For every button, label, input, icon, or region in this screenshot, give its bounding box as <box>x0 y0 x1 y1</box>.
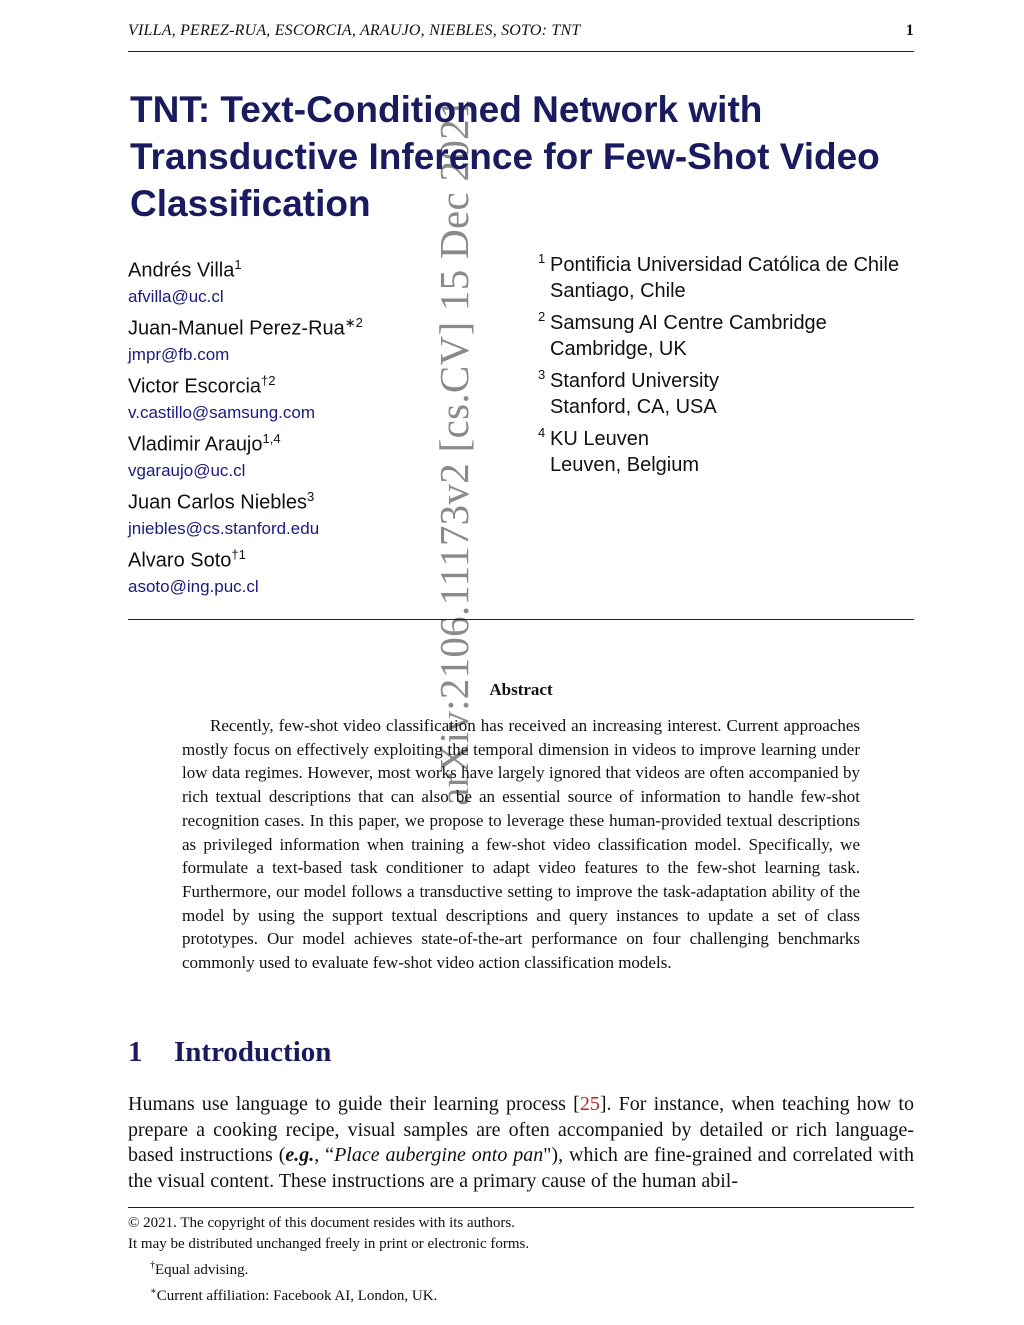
author-email-link[interactable]: vgaraujo@uc.cl <box>128 460 246 480</box>
affiliation-location: Santiago, Chile <box>550 280 686 302</box>
author-entry <box>128 310 528 368</box>
author-affil-mark: 3 <box>306 489 315 504</box>
intro-paragraph <box>128 1092 914 1194</box>
author-email-link[interactable]: jniebles@cs.stanford.edu <box>128 518 320 538</box>
affiliation-entry <box>538 368 928 426</box>
affiliation-location: Leuven, Belgium <box>550 454 699 476</box>
equal-advising-text: Equal advising. <box>155 1262 249 1278</box>
author-affil-mark: 1,4 <box>262 431 281 446</box>
author-list <box>128 252 528 600</box>
title-line: Classification <box>130 183 371 224</box>
affiliation-list <box>538 252 928 484</box>
current-affiliation-text: Current affiliation: Facebook AI, London, UK. <box>156 1288 438 1304</box>
author-affil-mark: †1 <box>231 547 246 562</box>
author-entry <box>128 368 528 426</box>
affiliation-number: 1 <box>538 251 546 266</box>
section-heading <box>128 1036 331 1069</box>
author-name: Victor Escorcia <box>128 375 262 398</box>
intro-text: , “ <box>314 1144 335 1166</box>
running-head-authors: VILLA, PEREZ-RUA, ESCORCIA, ARAUJO, NIEBLES, SOTO: TNT <box>128 22 581 39</box>
header-rule <box>128 51 914 52</box>
intro-text: Humans use language to guide their learning process [ <box>128 1093 580 1115</box>
affiliation-name: Samsung AI Centre Cambridge <box>550 312 827 334</box>
author-affil-mark: ∗2 <box>344 315 363 330</box>
author-email-link[interactable]: afvilla@uc.cl <box>128 286 224 306</box>
author-name: Alvaro Soto <box>128 549 232 572</box>
author-affil-mark: †2 <box>261 373 276 388</box>
intro-text: "), which are fine-grained and correlated with the visual content. These instructions are a primary cause of the human abil- <box>128 1144 914 1192</box>
dagger-mark: † <box>150 1260 155 1271</box>
affiliation-number: 2 <box>538 309 546 324</box>
distribution-note: It may be distributed unchanged freely in print or electronic forms. <box>128 1236 530 1252</box>
section-title: Introduction <box>174 1036 332 1068</box>
page-number: 1 <box>905 22 914 39</box>
author-entry <box>128 484 528 542</box>
author-entry <box>128 426 528 484</box>
author-email-link[interactable]: v.castillo@samsung.com <box>128 402 315 422</box>
running-header <box>128 22 914 46</box>
affiliation-location: Cambridge, UK <box>550 338 687 360</box>
footnotes <box>128 1213 914 1307</box>
title-line: Transductive Inference for Few-Shot Video <box>130 136 880 177</box>
title-line: TNT: Text-Conditioned Network with <box>130 89 763 130</box>
affiliation-name: Stanford University <box>550 370 719 392</box>
footnote-rule <box>128 1207 914 1208</box>
citation-link[interactable]: 25 <box>579 1093 600 1115</box>
intro-text: ]. For instance, when teaching how to prepare a cooking recipe, visual samples are often accompanied by detailed or rich language-based instructions ( <box>128 1093 914 1166</box>
author-entry <box>128 542 528 600</box>
affiliation-entry <box>538 310 928 368</box>
author-affil-mark: 1 <box>234 257 242 272</box>
intro-eg: e.g. <box>285 1144 315 1166</box>
equal-advising-note <box>128 1255 914 1281</box>
abstract-heading: Abstract <box>489 680 553 699</box>
author-name: Juan-Manuel Perez-Rua <box>128 317 345 340</box>
author-entry <box>128 252 528 310</box>
affiliation-name: Pontificia Universidad Católica de Chile <box>550 254 900 276</box>
author-name: Andrés Villa <box>128 259 235 282</box>
affiliation-number: 4 <box>538 425 546 440</box>
affiliation-name: KU Leuven <box>550 428 649 450</box>
author-name: Juan Carlos Niebles <box>128 491 307 514</box>
affiliation-entry <box>538 252 928 310</box>
arxiv-stamp: arXiv:2106.11173v2 [cs.CV] 15 Dec 2021 <box>431 98 477 806</box>
intro-quote: Place aubergine onto pan <box>334 1144 544 1166</box>
title-block-rule <box>128 619 914 620</box>
asterisk-mark: ∗ <box>150 1286 157 1297</box>
paper-title <box>130 86 920 227</box>
author-email-link[interactable]: asoto@ing.puc.cl <box>128 576 259 596</box>
affiliation-number: 3 <box>538 367 546 382</box>
author-name: Vladimir Araujo <box>128 433 263 456</box>
author-email-link[interactable]: jmpr@fb.com <box>128 344 230 364</box>
affiliation-location: Stanford, CA, USA <box>550 396 717 418</box>
section-number: 1 <box>128 1036 143 1068</box>
affiliation-entry <box>538 426 928 484</box>
copyright-note: © 2021. The copyright of this document resides with its authors. <box>128 1215 515 1231</box>
current-affiliation-note <box>128 1281 914 1307</box>
abstract-text: Recently, few-shot video classification has received an increasing interest. Current approaches mostly focus on effectively exploiting the temporal dimension in videos to improve learning under low data regimes. However, most works have largely ignored that videos are often accompanied by rich textual descriptions that can also be an essential source of information to handle few-shot recognition cases. In this paper, we propose to leverage these human-provided textual descriptions as privileged information when training a few-shot video classification model. Specifically, we formulate a text-based task conditioner to adapt video features to the few-shot learning task. Furthermore, our model follows a transductive setting to improve the task-adaptation ability of the model by using the support textual descriptions and query instances to update a set of class prototypes. Our model achieves state-of-the-art performance on four challenging benchmarks commonly used to evaluate few-shot video action classification models. <box>182 716 860 973</box>
